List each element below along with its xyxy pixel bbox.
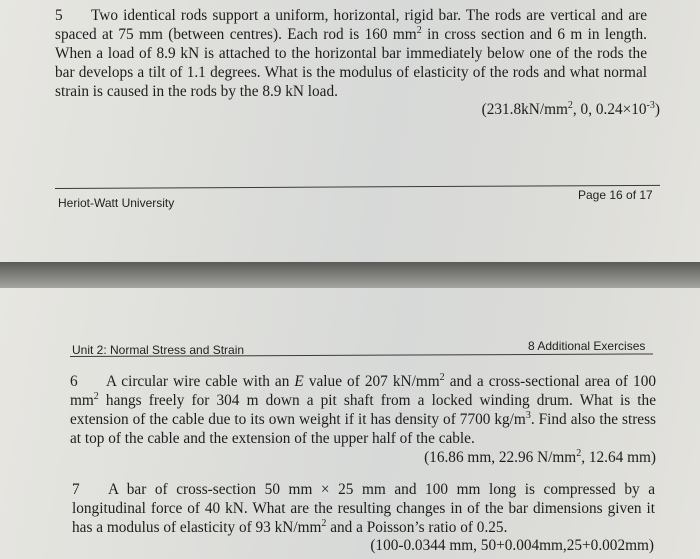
question-7-text-cont: and a Poisson’s ratio of 0.25. — [326, 519, 508, 536]
question-7-text: A bar of cross-section 50 mm × 25 mm and 100 mm long is compressed by a longitudinal force of 40 kN. What are the resulting changes in of the bar dimensions given it has a modulus of elasticity of 93 kN/mm — [72, 481, 655, 536]
question-6-text-cont: . Find also the stress at top of the cable and the extension of the upper half of the cable. — [70, 411, 656, 447]
question-5-answer — [482, 100, 660, 119]
footer-institution: Heriot-Watt University — [58, 196, 175, 210]
question-6-text-cont: hangs freely for 304 m down a pit shaft from a locked winding drum. What is the extension of the cable due to its own weight if it has density of 7700 kg/m — [70, 392, 656, 428]
question-6 — [70, 372, 656, 448]
superscript: 2 — [567, 99, 573, 111]
question-6-text-cont: and a cross-sectional area of 100 mm — [70, 373, 657, 409]
superscript: 2 — [416, 24, 422, 36]
superscript: 2 — [439, 371, 445, 383]
answer-text: , 0, 0.24×10 — [572, 101, 647, 118]
document-page-upper — [0, 0, 700, 262]
superscript: 2 — [321, 517, 327, 529]
question-5 — [55, 6, 647, 101]
question-6-answer — [424, 448, 656, 467]
question-6-number: 6 — [70, 373, 78, 390]
superscript: 2 — [576, 447, 582, 459]
question-5-text: Two identical rods support a uniform, horizontal, rigid bar. The rods are vertical and are spaced at 75 mm (between centres). Each rod is 160 mm — [55, 7, 647, 43]
page-gap-shadow — [0, 262, 700, 288]
question-7-answer: (100-0.0344 mm, 50+0.004mm,25+0.002mm) — [370, 537, 654, 554]
answer-text: (231.8kN/mm — [481, 101, 568, 118]
superscript: 2 — [93, 390, 99, 402]
footer-rule — [55, 185, 660, 189]
footer-page-number: Page 16 of 17 — [578, 188, 653, 202]
question-7-number: 7 — [72, 481, 80, 498]
question-6-text-cont: value of 207 kN/mm — [303, 373, 440, 390]
answer-text: ) — [654, 101, 660, 118]
question-6-text: A circular wire cable with an — [106, 373, 295, 390]
superscript: -3 — [646, 99, 655, 111]
question-5-text-cont: in cross section and 6 m in length. When a load of 8.9 kN is attached to the horizontal bar immediately below one of the rods the bar develops a tilt of 1.1 degrees. What is the modulus of elasticity of the rods and what normal strain is caused in the rods by the 8.9 kN load. — [55, 26, 647, 100]
superscript: 3 — [525, 409, 531, 421]
modulus-symbol: E — [294, 373, 304, 390]
document-page-lower — [0, 288, 700, 559]
answer-text: , 12.64 mm) — [581, 449, 656, 466]
answer-text: (16.86 mm, 22.96 N/mm — [424, 449, 577, 466]
header-section: 8 Additional Exercises — [528, 339, 646, 353]
question-7 — [72, 480, 655, 537]
question-5-number: 5 — [55, 7, 63, 24]
header-unit: Unit 2: Normal Stress and Strain — [72, 343, 245, 357]
